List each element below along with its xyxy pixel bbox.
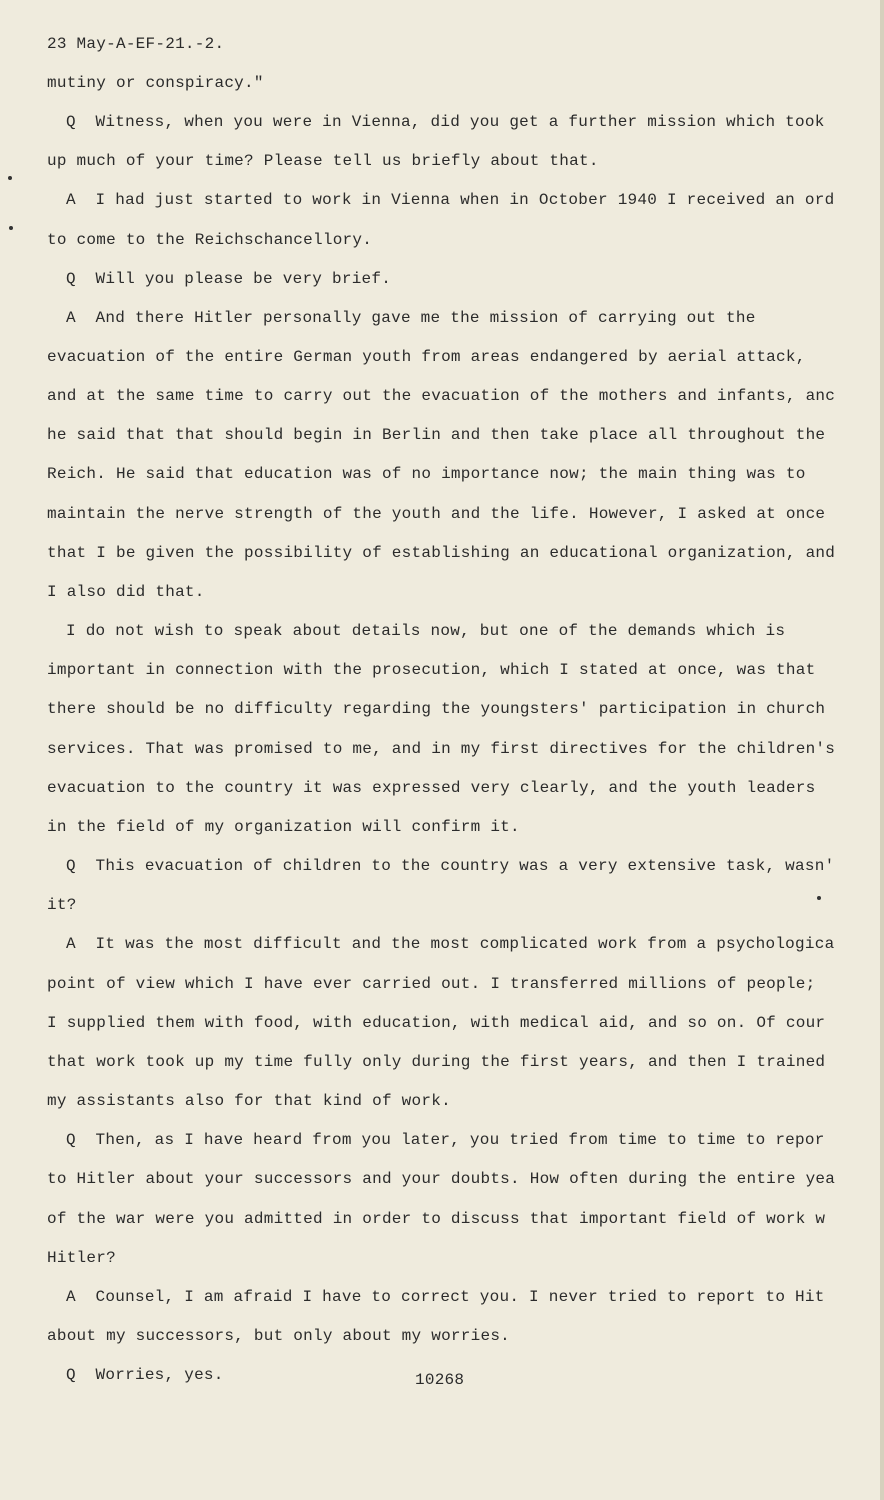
text-line-31: Hitler? <box>47 1249 116 1267</box>
text-line-17: there should be no difficulty regarding the youngsters' participation in church <box>47 700 826 718</box>
text-line-23: A It was the most difficult and the most complicated work from a psychologica <box>66 935 835 953</box>
text-line-16: important in connection with the prosecution, which I stated at once, was that <box>47 661 816 679</box>
text-line-34: Q Worries, yes. <box>66 1366 224 1384</box>
page-edge-shadow <box>880 0 884 1500</box>
text-line-18: services. That was promised to me, and in my first directives for the children's <box>47 740 836 758</box>
text-line-4: A I had just started to work in Vienna when in October 1940 I received an ord <box>66 191 835 209</box>
text-line-7: A And there Hitler personally gave me the mission of carrying out the <box>66 309 756 327</box>
text-line-3: up much of your time? Please tell us briefly about that. <box>47 152 599 170</box>
header-reference: 23 May-A-EF-21.-2. <box>47 35 225 53</box>
text-line-12: maintain the nerve strength of the youth and the life. However, I asked at once <box>47 505 826 523</box>
text-line-33: about my successors, but only about my worries. <box>47 1327 511 1345</box>
margin-mark <box>8 176 12 180</box>
text-line-28: Q Then, as I have heard from you later, you tried from time to time to repor <box>66 1131 825 1149</box>
text-line-27: my assistants also for that kind of work. <box>47 1092 451 1110</box>
text-line-13: that I be given the possibility of establishing an educational organization, and <box>47 544 836 562</box>
text-line-15: I do not wish to speak about details now, but one of the demands which is <box>66 622 786 640</box>
text-line-32: A Counsel, I am afraid I have to correct you. I never tried to report to Hit <box>66 1288 825 1306</box>
text-line-9: and at the same time to carry out the evacuation of the mothers and infants, anc <box>47 387 836 405</box>
text-line-10: he said that that should begin in Berlin and then take place all throughout the <box>47 426 826 444</box>
text-line-20: in the field of my organization will confirm it. <box>47 818 520 836</box>
text-line-21: Q This evacuation of children to the country was a very extensive task, wasn' <box>66 857 835 875</box>
text-line-8: evacuation of the entire German youth from areas endangered by aerial attack, <box>47 348 806 366</box>
text-line-30: of the war were you admitted in order to discuss that important field of work w <box>47 1210 826 1228</box>
text-line-5: to come to the Reichschancellory. <box>47 231 373 249</box>
text-line-29: to Hitler about your successors and your doubts. How often during the entire yea <box>47 1170 836 1188</box>
text-line-19: evacuation to the country it was expressed very clearly, and the youth leaders <box>47 779 816 797</box>
text-line-24: point of view which I have ever carried out. I transferred millions of people; <box>47 975 816 993</box>
text-line-6: Q Will you please be very brief. <box>66 270 392 288</box>
text-line-11: Reich. He said that education was of no importance now; the main thing was to <box>47 465 806 483</box>
text-line-26: that work took up my time fully only during the first years, and then I trained <box>47 1053 826 1071</box>
page-number: 10268 <box>415 1371 465 1389</box>
text-line-14: I also did that. <box>47 583 205 601</box>
margin-mark <box>9 226 13 230</box>
text-line-22: it? <box>47 896 77 914</box>
margin-mark <box>817 896 821 900</box>
text-line-25: I supplied them with food, with education, with medical aid, and so on. Of cour <box>47 1014 826 1032</box>
text-line-2: Q Witness, when you were in Vienna, did you get a further mission which took <box>66 113 825 131</box>
text-line-1: mutiny or conspiracy." <box>47 74 264 92</box>
